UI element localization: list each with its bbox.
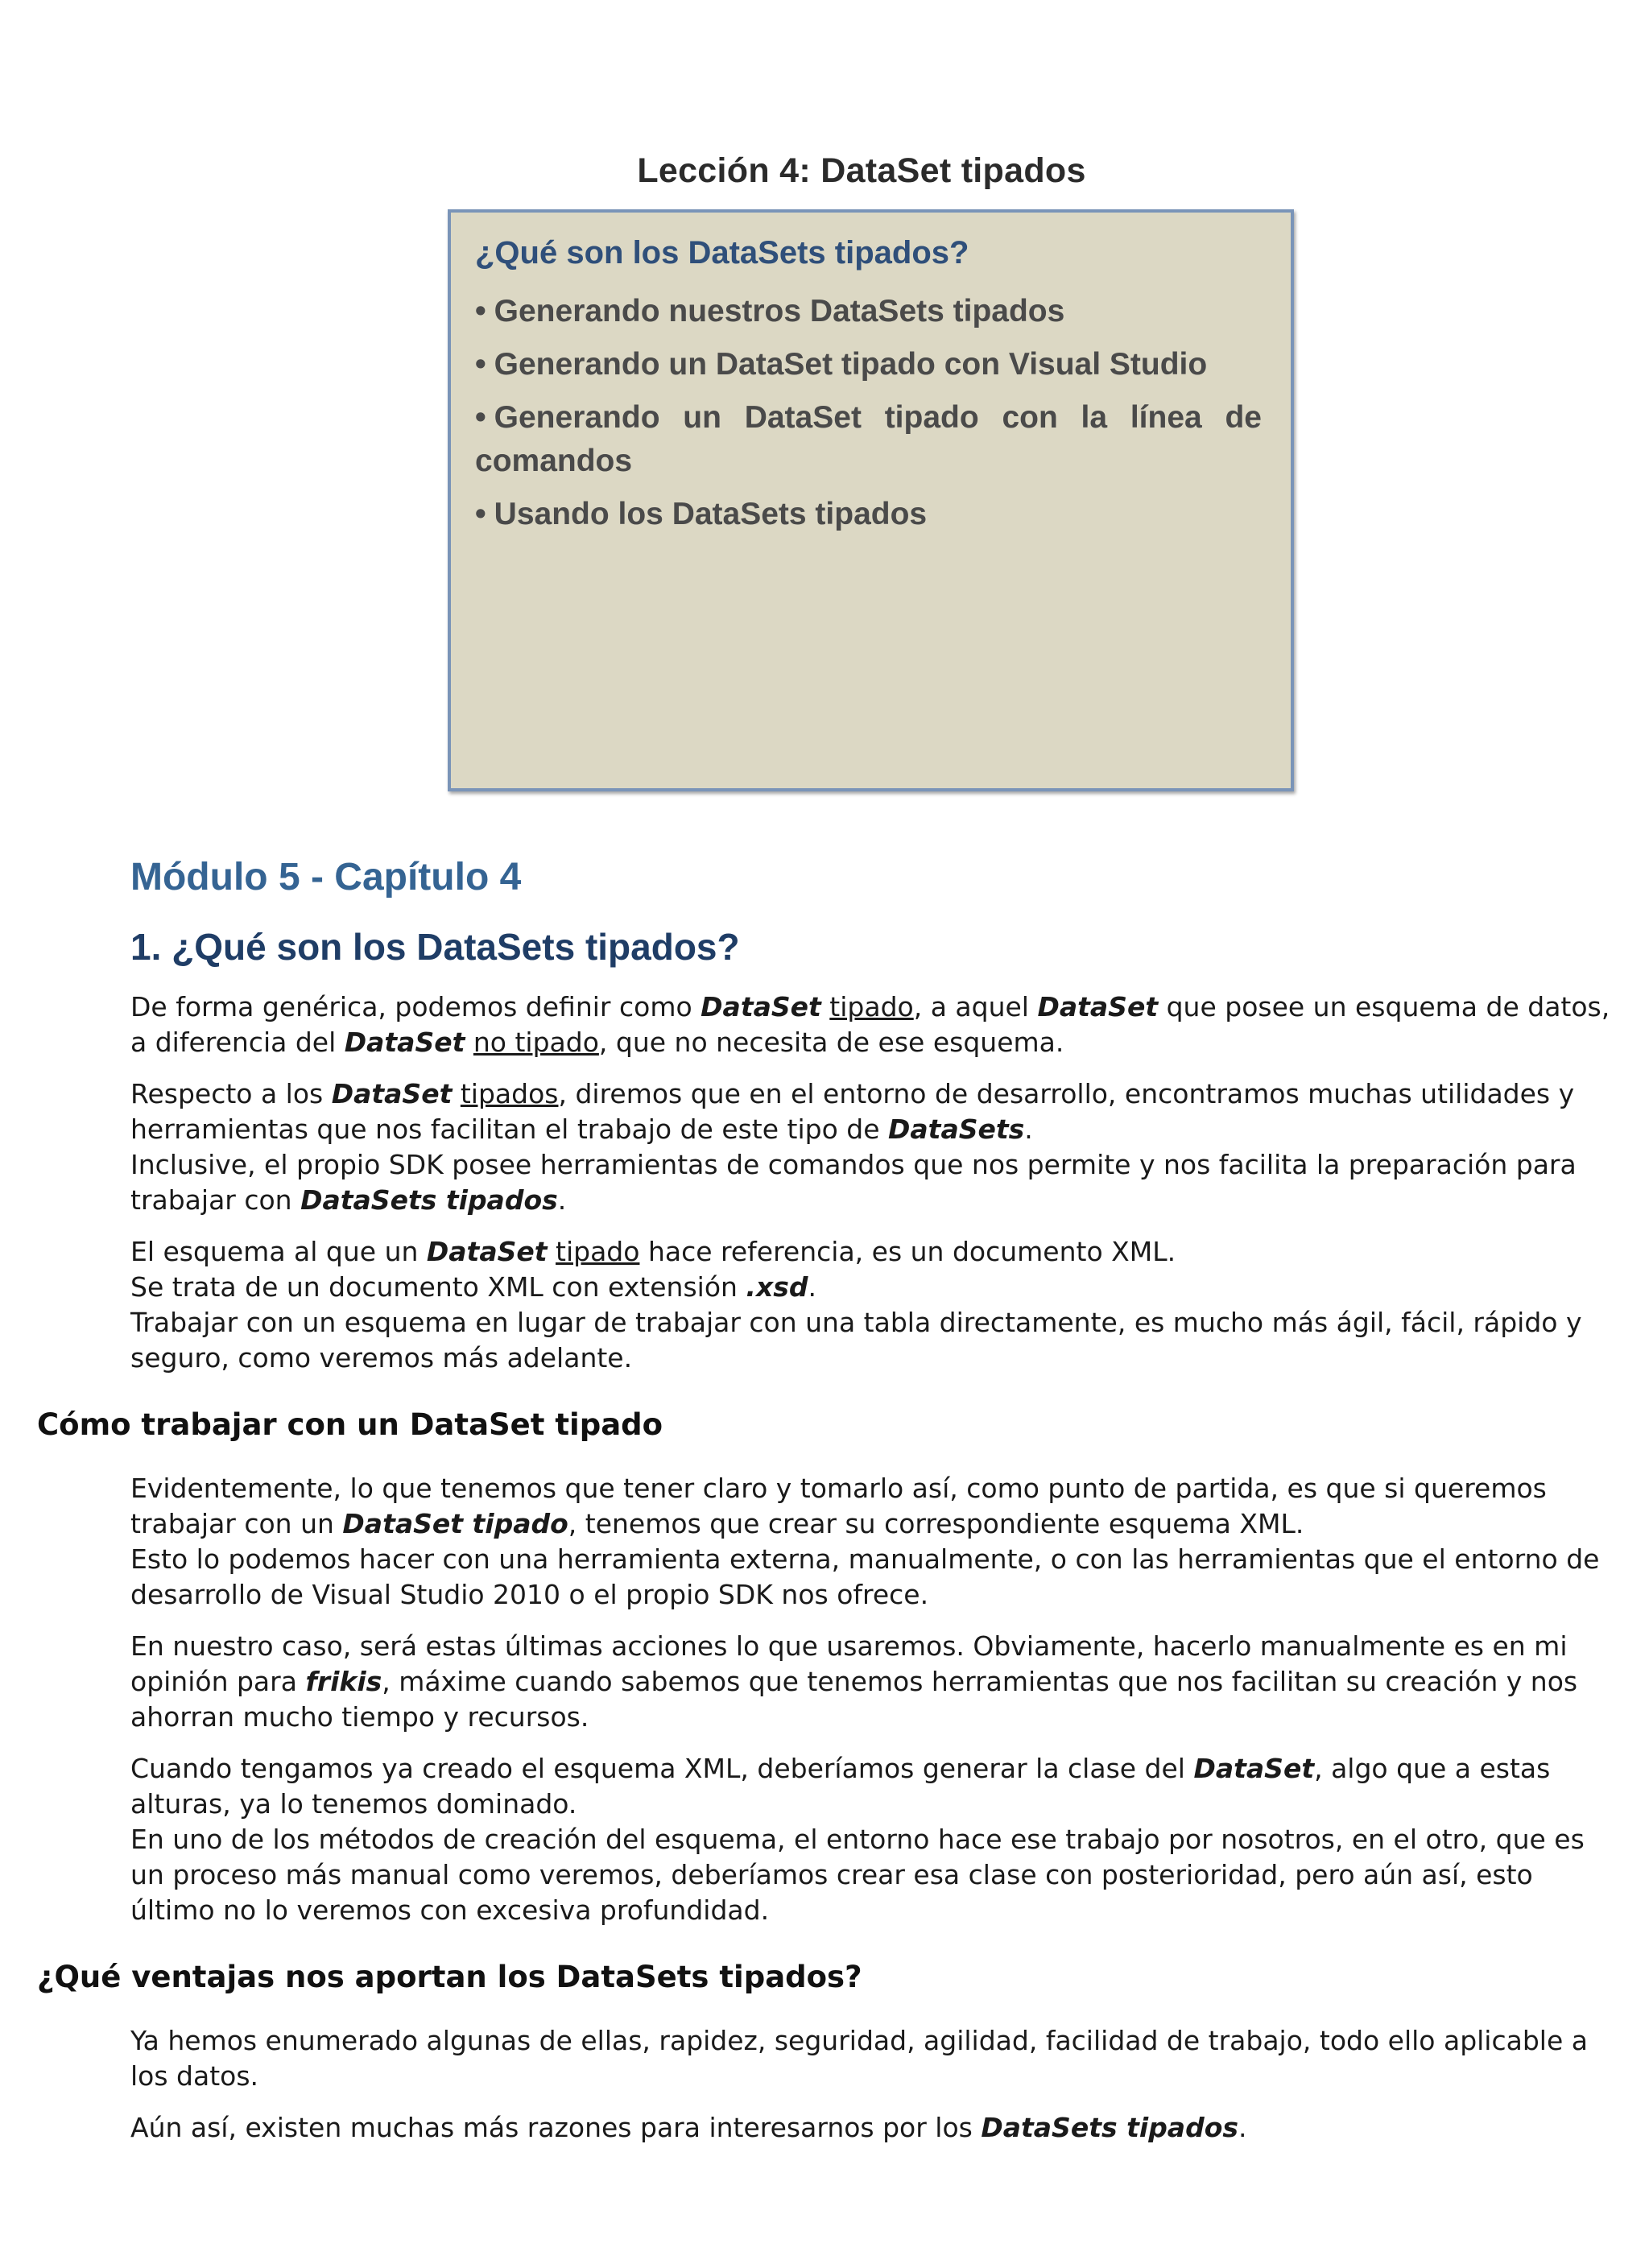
slide-bullet: • Generando un DataSet tipado con la línea de comandos [475, 400, 1262, 478]
slide-bullet: • Generando nuestros DataSets tipados [475, 294, 1065, 328]
section-title-advantages: ¿Qué ventajas nos aportan los DataSets tipados? [37, 1960, 862, 1994]
bullet-icon: • [475, 400, 486, 435]
paragraph-advantages: Ya hemos enumerado algunas de ellas, rapidez, seguridad, agilidad, facilidad de trabajo, todo ello aplicable a los datos. [130, 2025, 1588, 2092]
paragraph-how-to-start: Evidentemente, lo que tenemos que tener claro y tomarlo así, como punto de partida, es que si queremos trabajar con un DataSet tipado, tenemos que crear su correspondiente esquema XML. Esto lo podemos hacer con una herramienta externa, manualmente, o con las herramientas que el entorno de desarrollo de Visual Studio 2010 o el propio SDK nos ofrece. [130, 1473, 1600, 1610]
slide-box [448, 209, 1294, 791]
slide-bullet: • Generando un DataSet tipado con Visual Studio [475, 347, 1208, 382]
paragraph-tools: Respecto a los DataSet tipados, diremos que en el entorno de desarrollo, encontramos muchas utilidades y herramientas que nos facilitan el trabajo de este tipo de DataSets. Inclusive, el propio SDK posee herramientas de comandos que nos permite y nos facilita la preparación para trabajar con DataSets tipados. [130, 1078, 1577, 1216]
slide-heading: ¿Qué son los DataSets tipados? [475, 235, 969, 271]
bullet-icon: • [475, 497, 486, 531]
slide-bullet: • Usando los DataSets tipados [475, 497, 928, 531]
paragraph-generate-class: Cuando tengamos ya creado el esquema XML, deberíamos generar la clase del DataSet, algo que a estas alturas, ya lo tenemos dominado. En uno de los métodos de creación del esquema, el entorno hace ese trabajo por nosotros, en el otro, que es un proceso más manual como veremos, deberíamos crear esa clase con posterioridad, pero aún así, esto último no lo veremos con excesiva profundidad. [130, 1753, 1585, 1926]
bullet-icon: • [475, 294, 486, 328]
paragraph-our-case: En nuestro caso, será estas últimas acciones lo que usaremos. Obviamente, hacerlo manualmente es en mi opinión para frikis, máxime cuando sabemos que tenemos herramientas que nos facilitan su creación y nos ahorran mucho tiempo y recursos. [130, 1630, 1578, 1733]
paragraph-definition: De forma genérica, podemos definir como DataSet tipado, a aquel DataSet que posee un esquema de datos, a diferencia del DataSet no tipado, que no necesita de ese esquema. [130, 991, 1610, 1058]
document-content [0, 849, 1649, 2146]
paragraph-more-reasons: Aún así, existen muchas más razones para interesarnos por los DataSets tipados. [130, 2112, 1247, 2143]
module-title: Módulo 5 - Capítulo 4 [130, 856, 522, 899]
bullet-icon: • [475, 347, 486, 382]
section-title-how-to-work: Cómo trabajar con un DataSet tipado [37, 1407, 663, 1442]
paragraph-schema: El esquema al que un DataSet tipado hace referencia, es un documento XML. Se trata de un documento XML con extensión .xsd. Trabajar con un esquema en lugar de trabajar con una tabla directamente, es mucho más ágil, fácil, rápido y seguro, como veremos más adelante. [130, 1236, 1582, 1374]
slide-title: Lección 4: DataSet tipados [637, 151, 1086, 190]
section-title-what-are: 1. ¿Qué son los DataSets tipados? [130, 926, 740, 968]
slide-bullet-list [475, 290, 1262, 536]
